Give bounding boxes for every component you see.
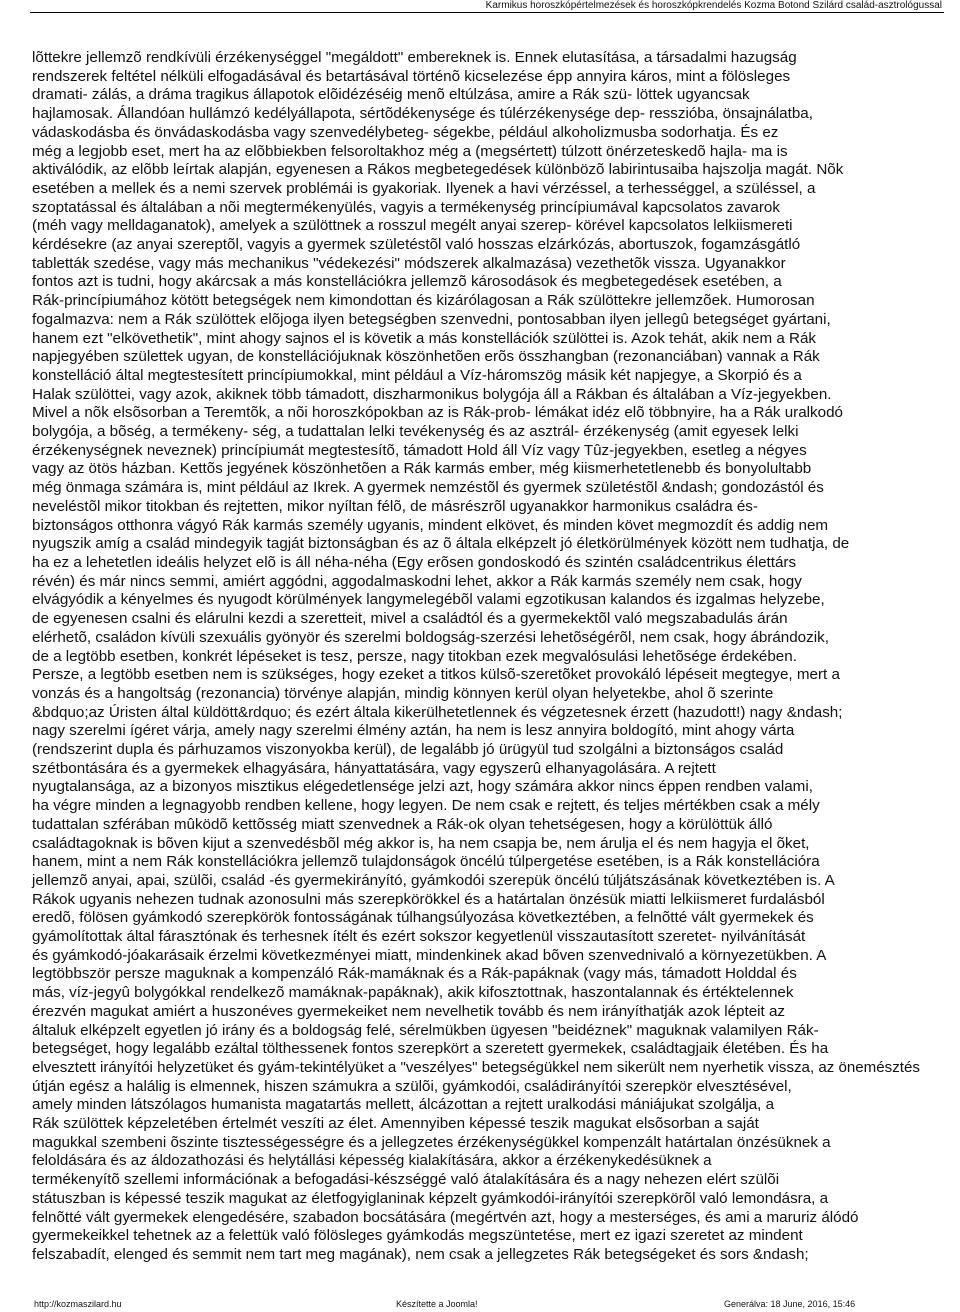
body-line: de egyenesen csalni és elárulni kezdi a szeretteit, mivel a családtól és a gyermekektõl való megszabadulás árán xyxy=(32,610,788,628)
footer-generated: Generálva: 18 June, 2016, 15:46 xyxy=(724,1299,856,1309)
body-line: szétbontására és a gyermekek elhagyására, hányattatására, vagy egyszerû elhanyagolására. A rejtett xyxy=(32,759,716,777)
body-line: érzékenységnek neveznek) princípiumát megtestesítõ, támadott Hold áll Víz vagy Tûz-jegyekben, esetleg a négyes xyxy=(32,441,807,459)
page-header xyxy=(0,0,960,16)
body-line: elvágyódik a kényelmes és nyugodt körülmények langymelegébõl valami egzotikusan kalandos és izgalmas helyzebe, xyxy=(32,591,825,609)
body-line: ha ez a lehetetlen ideális helyzet elõ is áll néha-néha (Egy erõsen gondoskodó és szintén családcentrikus élettárs xyxy=(32,553,797,571)
body-line: termékenyítõ szellemi információnak a befogadási-készséggé való átalakítására és a nagy nehezen elért szülõi xyxy=(32,1171,780,1189)
body-line: Halak szülöttei, vagy azok, akiknek több támadott, diszharmonikus bolygója áll a Rákban és általában a Víz-jegyekben. xyxy=(32,385,832,403)
body-line: dramati- zálás, a dráma tragikus állapotok elõidézéséig menõ eltúlzása, amire a Rák szü- löttek ugyancsak xyxy=(32,86,750,104)
body-line: &bdquo;az Úristen által küldött&rdquo; és ezért általa kikerülhetetlennek és végzetesnek érzett (hazudott!) nagy &ndash; xyxy=(32,703,843,721)
body-line: hanem ezt "elkövethetik", mint ahogy sajnos el is követik a más konstellációk szülöttei is. Azok tehát, akik nem a Rák xyxy=(32,329,817,347)
body-line: esetében a mellek és a nemi szervek problémái is gyakoriak. Ilyenek a havi vérzéssel, a terhességgel, a szüléssel, a xyxy=(32,179,816,197)
body-line: Persze, a legtöbb esetben nem is szükséges, hogy ezeket a titkos külsõ-szeretõket provokáló lépéseit megtegye, mert a xyxy=(32,666,840,684)
body-line: még a legjobb eset, mert ha az elõbbiekben felsoroltakhoz még a (megsértett) túlzott önérzeteskedõ hajla- ma is xyxy=(32,142,788,160)
body-line: legtöbbször persze maguknak a kompenzáló Rák-mamáknak és a Rák-papáknak (vagy más, támadott Holddal és xyxy=(32,965,797,983)
body-line: és gyámkodó-jóakarásaik érzelmi következményei miatt, mindenkinek akad bõven szenvednivaló a környezetükben. A xyxy=(32,946,827,964)
article-body xyxy=(32,49,920,1265)
body-line: (rendszerint dupla és párhuzamos viszonyokba kerül), de legalább jó ürügyül tud szolgálni a biztonságos család xyxy=(32,741,784,759)
body-line: nagy szerelmi ígéret várja, amely nagy szerelmi élmény aztán, ha nem is lesz annyira boldogító, mint ahogy várta xyxy=(32,722,795,740)
body-line: más, víz-jegyû bolygókkal rendelkezõ mamáknak-papáknak), akik kifosztottnak, haszontalannak és értéktelennek xyxy=(32,984,794,1002)
body-line: tabletták szedése, vagy más mechanikus "védekezési" módszerek alkalmazása) vezethetõk vissza. Ugyanakkor xyxy=(32,254,786,272)
body-line: fogalmazva: nem a Rák szülöttek elõjoga ilyen betegségben szenvedni, pontosabban ilyen jellegû betegséget gyártani, xyxy=(32,310,831,328)
body-line: hajlamosak. Állandóan hullámzó kedélyállapota, sértõdékenysége és túlérzékenysége dep- resszióba, önsajnálatba, xyxy=(32,105,813,123)
body-line: aktiválódik, az elõbb leírtak alapján, egyenesen a Rákos megbetegedések különbözõ labirintusaiba hajszolja magát. Nõk xyxy=(32,161,844,179)
body-line: útján egész a halálig is elmennek, hiszen számukra a szülõi, gyámkodói, családirányítói szerepkör elvesztésével, xyxy=(32,1077,792,1095)
body-line: még önmaga számára is, mint például az Ikrek. A gyermek nemzéstõl és gyermek születéstõl &ndash; gondozástól és xyxy=(32,479,824,497)
body-line: Mivel a nõk elsõsorban a Teremtõk, a nõi horoszkópokban az is Rák-prob- lémákat idéz elõ többnyire, ha a Rák uralkodó xyxy=(32,404,843,422)
body-line: konstelláció által megtestesített princípiumokkal, mint például a Víz-háromszög másik két napjegye, a Skorpió és a xyxy=(32,366,802,384)
body-line: státuszban is képessé teszik magukat az életfogyiglaninak képzelt gyámkodói-irányítói szerepkörõl való lemondásra, a xyxy=(32,1189,829,1207)
body-line: fontos azt is tudni, hogy akárcsak a más konstellációkra jellemzõ károsodások és megbetegedések esetében, a xyxy=(32,273,782,291)
body-line: elérhetõ, családon kívüli szexuális gyönyör és szerelmi boldogság-szerzési lehetõségérõl, nem csak, hogy ábrándozik, xyxy=(32,628,829,646)
body-line: amely minden látszólagos humanista magatartás mellett, álcázottan a rejtett uralkodási mániájukat szolgálja, a xyxy=(32,1096,775,1114)
body-line: elvesztett irányítói helyzetüket és gyám-tekintélyüket a "veszélyes" betegségükkel nem sikerült nem nyerhetik vissza, az önemésztés xyxy=(32,1058,920,1076)
body-line: Rákok ugyanis nehezen tudnak azonosulni más szerepkörökkel és a határtalan önzésük miatti lelkiismeret furdalásból xyxy=(32,890,825,908)
body-line: biztonságos otthonra vágyó Rák karmás személy ugyanis, mindent elkövet, és minden követ megmozdít és addig nem xyxy=(32,516,829,534)
body-line: rendszerek feltétel nélküli elfogadásával és betartásával történõ kicselezése épp annyira káros, mint a fölösleges xyxy=(32,67,791,85)
body-line: családtagoknak is bõven kijut a szenvedésbõl még akkor is, ha nem csapja be, nem árulja el és nem hagyja el õket, xyxy=(32,834,810,852)
body-line: bolygója, a bõség, a termékeny- ség, a tudattalan lelki tevékenység és az asztrál- érzékenység (amit egyesek lelki xyxy=(32,423,799,441)
body-line: lõttekre jellemzõ rendkívüli érzékenységgel "megáldott" embereknek is. Ennek elutasítása, a társadalmi hazugság xyxy=(32,49,797,66)
body-line: magukkal szembeni õszinte tisztességességre és a jellegzetes érzékenységükkel kompenzált határtalan önzésüknek a xyxy=(32,1133,831,1151)
body-line: gyermekeikkel tehetnek az a felettük való fölösleges gyámkodás megszüntetése, mert ez igazi szeretet az mindent xyxy=(32,1227,803,1245)
body-line: érezvén magukat amiért a huszonéves gyermekeiket nem nevelhetik tovább és nem irányíthatják azok lépteit az xyxy=(32,1002,786,1020)
body-line: feloldására és az áldozathozási és helytállási képesség kialakítására, akkor a érzékenykedésüknek a xyxy=(32,1152,712,1170)
body-line: révén) és már nincs semmi, amiért aggódni, aggodalmaskodni lehet, akkor a Rák karmás személy nem csak, hogy xyxy=(32,572,802,590)
body-line: vádaskodásba és önvádaskodásba vagy szenvedélybeteg- ségekbe, például alkoholizmusba sodorhatja. És ez xyxy=(32,123,779,141)
body-line: felnõtté vált gyermekek elengedésére, szabadon bocsátására (megértvén azt, hogy a mesterséges, és ami a maruriz álódó xyxy=(32,1208,859,1226)
body-line: általuk elképzelt egyetlen jó irány és a boldogság felé, sérelmükben ügyesen "beidéznek" maguknak valamilyen Rák- xyxy=(32,1021,819,1039)
body-line: nyugszik amíg a család mindegyik tagját biztonságban és az õ általa elképzelt jó életkörülmények között nem tudhatja, de xyxy=(32,535,850,553)
body-line: Rák szülöttek képzeletében értelmét veszíti az élet. Amennyiben képessé teszik magukat elsõsorban a saját xyxy=(32,1115,759,1133)
body-line: hanem, mint a nem Rák konstellációkra jellemzõ tulajdonságok öncélú túlpergetése esetében, is a Rák konstellációra xyxy=(32,853,820,871)
footer-credit: Készítette a Joomla! xyxy=(396,1299,478,1309)
body-line: vonzás és a hangoltság (rezonancia) törvénye alapján, mindig könnyen kerül olyan helyetekbe, ahol õ szerinte xyxy=(32,684,774,702)
body-line: szoptatással és általában a nõi megtermékenyülés, vagyis a termékenység princípiumával kapcsolatos zavarok xyxy=(32,198,780,216)
body-line: de a legtöbb esetben, konkrét lépéseket is tesz, persze, nagy titokban ezek megvalósulási lehetõsége érdekében. xyxy=(32,647,797,665)
body-line: Rák-princípiumához kötött betegségek nem kimondottan és kizárólagosan a Rák szülöttekre jellemzõek. Humorosan xyxy=(32,292,815,310)
body-line: nyugtalansága, az a bizonyos misztikus elégedetlensége jelzi azt, hogy számára akkor nincs éppen rendben valami, xyxy=(32,778,813,796)
header-divider xyxy=(30,12,944,13)
body-line: tudattalan szférában mûködõ kettõsség miatt szenvednek a Rák-ok olyan tehetségesen, hogy a körülöttük álló xyxy=(32,815,773,833)
header-title: Karmikus horoszkópértelmezések és horoszkópkrendelés Kozma Botond Szilárd család-asztrológussal xyxy=(485,0,942,11)
body-line: napjegyében születtek ugyan, de konstellációjuknak köszönhetõen erõs összhangban (rezonanciában) vannak a Rák xyxy=(32,348,820,366)
page-footer xyxy=(0,1297,960,1311)
body-line: kérdésekre (az anyai szereptõl, vagyis a gyermek születéstõl való hosszas elzárkózás, abortuszok, fogamzásgátló xyxy=(32,236,801,254)
footer-url[interactable]: http://kozmaszilard.hu xyxy=(34,1299,122,1309)
body-line: vagy az ötös házban. Kettõs jegyének köszönhetõen a Rák karmás ember, még kiismerhetetlenebb és bonyolultabb xyxy=(32,460,812,478)
body-line: neveléstõl mikor titokban és rejtetten, mikor nyíltan félõ, de másrészrõl ugyanakkor harmonikus családra és- xyxy=(32,497,758,515)
body-line: (méh vagy melldaganatok), amelyek a szülöttnek a rosszul megélt anyai szerep- körével kapcsolatos lelkiismereti xyxy=(32,217,793,235)
body-line: ha végre minden a legnagyobb rendben kellene, hogy legyen. De nem csak e rejtett, és teljes mértékben csak a mély xyxy=(32,797,820,815)
body-line: eredõ, fölösen gyámkodó szerepkörök fontosságának túlhangsúlyozása következtében, a felnõtté vált gyermekek és xyxy=(32,909,814,927)
body-line: betegséget, hogy legalább ezáltal tölthessenek fontos szerepkört a szeretett gyermekek, családtagjaik életében. És ha xyxy=(32,1040,829,1058)
body-line: jellemzõ anyai, apai, szülõi, család -és gyermekirányító, gyámkodói szerepük öncélú túljátszásának következtében is. A xyxy=(32,871,835,889)
body-line: gyámolítottak által fárasztónak és terhesnek ítélt és ezért sokszor kegyetlenül visszautasított szeretet- nyilvánítását xyxy=(32,928,806,946)
body-line: felszabadít, elenged és semmit nem tart meg magának), nem csak a jellegzetes Rák betegségeket és sors &ndash; xyxy=(32,1246,809,1263)
